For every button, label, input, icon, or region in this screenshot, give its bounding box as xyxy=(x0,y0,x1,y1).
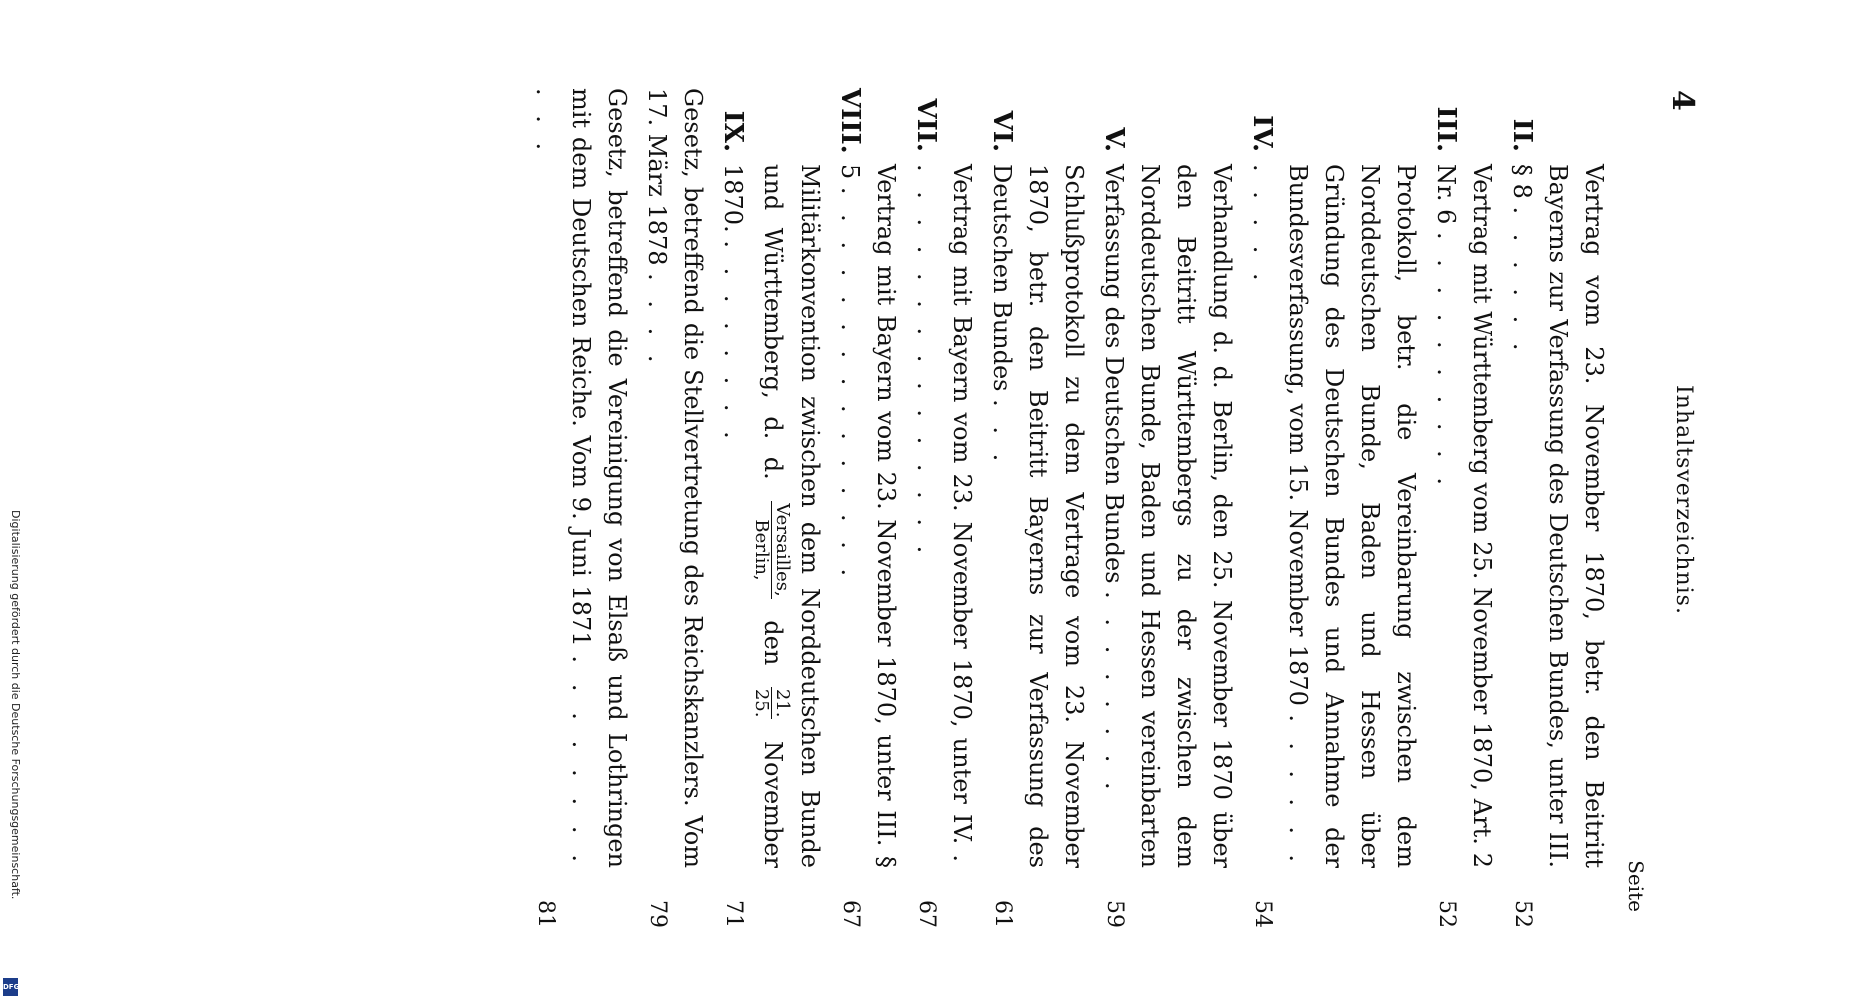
entry-number: VIII. xyxy=(835,88,865,154)
fraction-top: 21. xyxy=(772,688,793,718)
entry-page: 67 xyxy=(838,900,863,928)
leader-dots: . . . . . . . . . . . . . . . . xyxy=(912,164,976,868)
entry-text: Militärkonvention zwischen dem Norddeutschen Bunde und Württemberg, d. d. xyxy=(759,164,824,868)
entry-page: 61 xyxy=(990,900,1015,928)
entry-page: 52 xyxy=(1434,900,1459,928)
page-number: 4 xyxy=(1665,90,1700,111)
place-fraction xyxy=(751,501,792,598)
running-title: Inhaltsverzeichnis. xyxy=(1671,385,1696,615)
entry-number: II. xyxy=(1507,118,1537,152)
toc-entry-ii xyxy=(1504,88,1612,928)
table-of-contents xyxy=(523,88,1612,928)
entry-number: V. xyxy=(1099,127,1129,152)
entry-text: Vertrag vom 23. November 1870, betr. den Beitritt Bayerns zur Verfassung des Deutschen Bundes, unter III. § 8 xyxy=(1508,164,1608,868)
entry-text-middle: den xyxy=(759,620,787,666)
leader-dots: . . . . . . . . xyxy=(719,240,747,445)
toc-entry-iv xyxy=(1244,88,1424,928)
leader-dots: . . . . . . . . . . . xyxy=(531,88,595,868)
dfg-logo: DFG xyxy=(3,978,18,996)
leader-dots: . . . . . . . . . . . xyxy=(1248,164,1312,868)
toc-entry-vii xyxy=(908,88,980,928)
leader-dots: . . . . xyxy=(643,273,671,369)
toc-entry-law-elsass xyxy=(527,88,635,928)
leader-dots: . . . . . . . . . . . . . . . xyxy=(836,186,864,583)
entry-text: Vertrag mit Württemberg vom 25. November 1870, Art. 2 Nr. 6 xyxy=(1432,164,1496,868)
entry-text: Gesetz, betreffend die Vereinigung von Elsaß und Lothringen mit dem Deutschen Reiche. Vom 9. Juni 1871 xyxy=(567,88,631,868)
leader-dots: . . . xyxy=(988,399,1016,468)
entry-page: 59 xyxy=(1102,900,1127,928)
fraction-top: Versailles, xyxy=(772,503,793,597)
entry-number: III. xyxy=(1431,106,1461,152)
entry-text: Gesetz, betreffend die Stellvertretung des Reichskanzlers. Vom 17. März 1878 xyxy=(643,88,707,868)
entry-text: Schlußprotokoll zu dem Vertrage vom 23. November 1870, betr. den Beitritt Bayerns zur Verfassung des Deutschen Bundes xyxy=(988,164,1088,868)
toc-entry-ix xyxy=(715,88,828,928)
funding-note: Digitalisierung gefördert durch die Deutsche Forschungsgemeinschaft. xyxy=(9,510,22,900)
toc-entry-viii xyxy=(832,88,904,928)
entry-text: Verhandlung d. d. Berlin, den 25. November 1870 über den Beitritt Württembergs zu der zwischen dem Norddeutschen Bunde, Baden und Hessen vereinbarten Verfassung des Deutschen Bundes xyxy=(1100,164,1236,868)
entry-page: 81 xyxy=(533,900,558,928)
leader-dots: . . . . . . . . . . xyxy=(1432,232,1460,491)
toc-entry-law-stellvertretung xyxy=(639,88,711,928)
entry-number: IV. xyxy=(1247,115,1277,152)
toc-entry-vi xyxy=(984,88,1092,928)
date-fraction xyxy=(751,687,792,720)
entry-text: Vertrag mit Bayern vom 23. November 1870, unter IV. xyxy=(948,164,976,845)
funding-footer xyxy=(0,500,22,1000)
rotated-page-content xyxy=(290,70,1710,930)
entry-number: VI. xyxy=(987,110,1017,152)
leader-dots: . . . . . . xyxy=(1508,206,1536,357)
toc-entry-v xyxy=(1096,88,1240,928)
leader-dots: . . . . . . . . xyxy=(1100,591,1128,796)
entry-text: Vertrag mit Bayern vom 23. November 1870, unter III. § 5 xyxy=(836,164,900,868)
entry-page: 71 xyxy=(721,900,746,928)
page-header xyxy=(1660,70,1700,930)
entry-text-after: November 1870. xyxy=(719,164,787,869)
entry-page: 79 xyxy=(645,900,670,928)
entry-page: 67 xyxy=(914,900,939,928)
toc-entry-iii xyxy=(1428,88,1500,928)
entry-number: VII. xyxy=(911,98,941,152)
fraction-bottom: Berlin, xyxy=(751,519,772,581)
entry-number: IX. xyxy=(718,110,748,152)
entry-page: 54 xyxy=(1250,900,1275,928)
entry-text: Protokoll, betr. die Vereinbarung zwischen dem Norddeutschen Bunde, Baden und Hessen über Gründung des Deutschen Bundes und Annahme der Bundesverfassung, vom 15. November 1870 xyxy=(1284,164,1420,868)
seite-column-label: Seite xyxy=(1624,860,1648,912)
entry-page: 52 xyxy=(1510,900,1535,928)
fraction-bottom: 25. xyxy=(751,688,772,718)
